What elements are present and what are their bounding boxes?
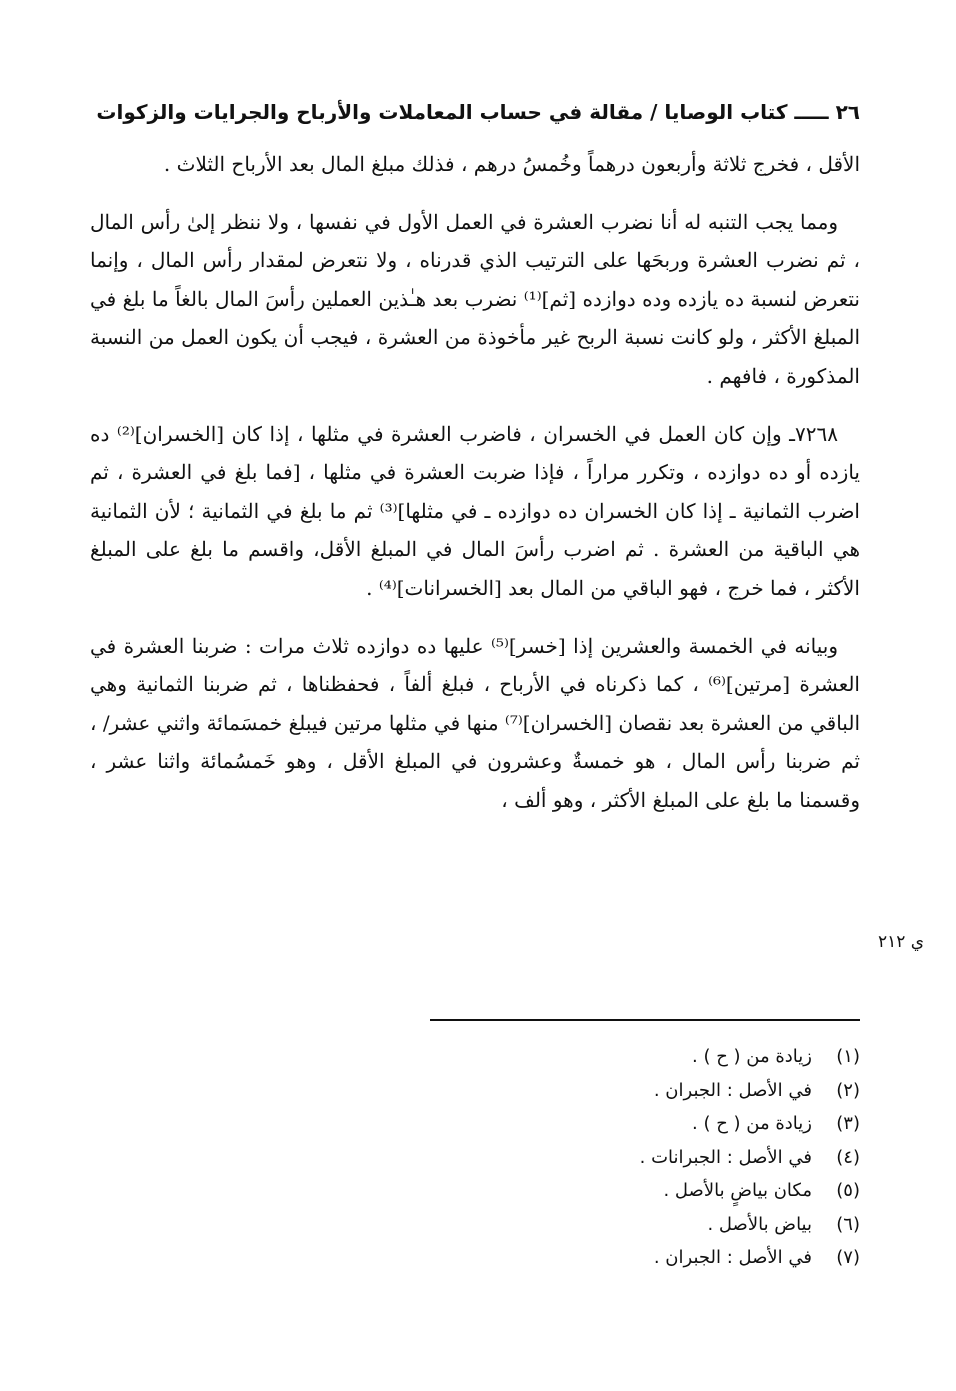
- paragraph: [90, 203, 860, 396]
- footnote-text: زيادة من ( ح ) .: [692, 1113, 812, 1134]
- footnote: [460, 1107, 860, 1141]
- footnote-text: بياض بالأصل .: [707, 1213, 812, 1235]
- footnote: [460, 1141, 860, 1175]
- footnote-divider: [430, 1019, 860, 1021]
- footnote-number: (٤): [836, 1146, 860, 1168]
- footnote: [460, 1074, 860, 1108]
- footnote-text: مكان بياضٍ بالأصل .: [663, 1180, 812, 1201]
- running-header: ٢٦ ـــــ كتاب الوصايا / مقالة في حساب المعاملات والأرباح والجرايات والزكوات: [96, 100, 860, 124]
- footnotes-list: [460, 1040, 860, 1275]
- footnote-number: (٦): [836, 1213, 860, 1235]
- paragraph: الأقل ، فخرج ثلاثة وأربعون درهماً وخُمسُ درهم ، فذلك مبلغ المال بعد الأرباح الثلاث .: [163, 152, 860, 176]
- paragraph-text: وبيانه في الخمسة والعشرين إذا [خسر]⁽⁵⁾ عليها ده دوازده ثلاث مرات : ضربنا العشرة في العشرة [مرتين]⁽⁶⁾ ، كما ذكرناه في الأرباح ، فبلغ ألفاً ، فحفظناها ، ثم ضربنا الثمانية وهي الباقي من العشرة بعد نقصان [الخسران]⁽⁷⁾ منها في مثلها مرتين فيبلغ خمسَمائة واثني عشر/ ، ثم ضربنا رأس المال ، هو خمسةٌ وعشرون في المبلغ الأقل ، وهو خَمسُمائة واثنا عشر ، وقسمنا ما بلغ على المبلغ الأكثر ، وهو ألف ،: [90, 633, 860, 812]
- footnote-number: (١): [836, 1046, 860, 1067]
- footnote: [460, 1174, 860, 1208]
- footnote-text: زيادة من ( ح ) .: [692, 1046, 812, 1067]
- paragraph-text: ومما يجب التنبه له أنا نضرب العشرة في العمل الأول في نفسها ، ولا ننظر إلىٰ رأس المال ، ثم نضرب العشرة وربحَها على الترتيب الذي قدرناه ، ولا نتعرض لمقدار رأس المال ، وإنما نتعرض لنسبة ده يازده وده دوازده [ثم]⁽¹⁾ نضرب بعد هـٰذين العملين رأسَ المال بالغاً ما بلغ في المبلغ الأكثر ، ولو كانت نسبة الربح غير مأخوذة من العشرة ، فيجب أن يكون العمل من النسبة المذكورة ، فافهم .: [90, 209, 860, 388]
- footnote-text: في الأصل : الجبران .: [653, 1079, 812, 1101]
- footnote-number: (٣): [836, 1113, 860, 1134]
- footnote-number: (٥): [836, 1180, 860, 1201]
- paragraph-text: ٧٢٦٨ـ وإن كان العمل في الخسران ، فاضرب العشرة في مثلها ، إذا كان [الخسران]⁽²⁾ ده يازده أو ده دوازده ، وتكرر مراراً ، فإذا ضربت العشرة في مثلها ، [فما بلغ في العشرة ، ثم اضرب الثمانية ـ إذا كان الخسران ده دوازده ـ في مثلها]⁽³⁾ ثم ما بلغ في الثمانية ؛ لأن الثمانية هي الباقية من العشرة . ثم اضرب رأسَ المال في المبلغ الأقل، واقسم ما بلغ على المبلغ الأكثر ، فما خرج ، فهو الباقي من المال بعد [الخسرانات]⁽⁴⁾ .: [90, 421, 860, 600]
- footnote: [460, 1241, 860, 1275]
- footnote-number: (٢): [836, 1079, 860, 1101]
- footnote-text: في الأصل : الجبران .: [653, 1247, 812, 1268]
- footnote-text: في الأصل : الجبرانات .: [639, 1146, 812, 1168]
- footnote-number: (٧): [836, 1247, 860, 1268]
- margin-page-reference: ي ٢١٢: [878, 932, 925, 952]
- main-text: [90, 145, 860, 839]
- footnote: [460, 1040, 860, 1074]
- footnote: [460, 1208, 860, 1242]
- paragraph: [90, 415, 860, 608]
- paragraph: [90, 627, 860, 820]
